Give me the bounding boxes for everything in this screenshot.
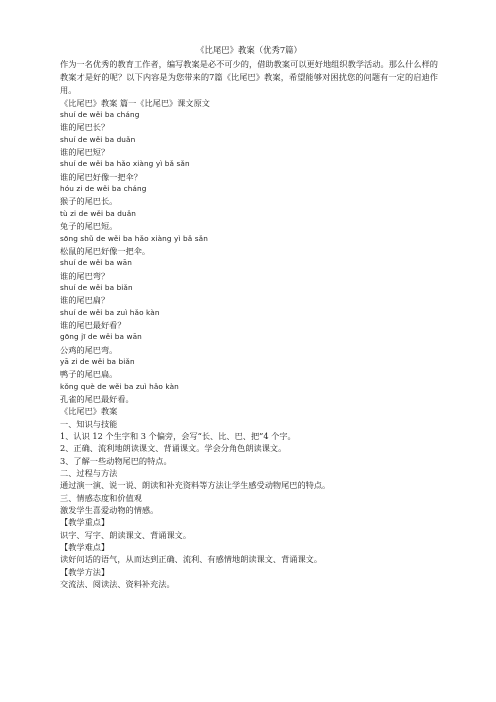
pinyin-line: hóu zi de wěi ba cháng [60, 184, 147, 194]
text-line: 【教学方法】 [60, 566, 110, 577]
text-line: 公鸡的尾巴弯。 [60, 344, 118, 355]
pinyin-line: shuí de wěi ba zuì hǎo kàn [60, 307, 160, 317]
text-line: 1、认识 12 个生字和 3 个偏旁，会写“长、比、巴、把”4 个字。 [60, 431, 296, 441]
text-line: 鸭子的尾巴扁。 [60, 369, 118, 380]
text-line: 谁的尾巴弯？ [60, 270, 110, 281]
text-line: 【教学难点】 [60, 542, 110, 553]
pinyin-line: shuí de wěi ba wān [60, 258, 132, 268]
pinyin-line: sōng shǔ de wěi ba hǎo xiàng yì bǎ sǎn [60, 233, 208, 243]
text-line: 二、过程与方法 [60, 468, 118, 479]
text-line: 松鼠的尾巴好像一把伞。 [60, 245, 151, 256]
pinyin-line: yā zi de wěi ba biǎn [60, 356, 135, 366]
text-line: 谁的尾巴短？ [60, 147, 110, 158]
text-line: 交流法、阅读法、资料补充法。 [60, 579, 175, 590]
text-line: 谁的尾巴长？ [60, 122, 110, 133]
pinyin-line: gōng jī de wěi ba wān [60, 332, 142, 342]
text-line: 谁的尾巴扁？ [60, 295, 110, 306]
text-line: 读好问话的语气，从而达到正确、流利、有感情地朗读课文、背诵课文。 [60, 554, 323, 565]
text-line: 孔雀的尾巴最好看。 [60, 393, 134, 404]
text-line: 谁的尾巴最好看？ [60, 319, 126, 330]
pinyin-line: shuí de wěi ba duǎn [60, 134, 136, 144]
pinyin-line: tù zi de wěi ba duǎn [60, 208, 137, 218]
text-line: 谁的尾巴好像一把伞？ [60, 171, 142, 182]
document-title: 《比尾巴》教案（优秀7篇） [196, 45, 302, 55]
text-line: 《比尾巴》教案 [60, 406, 118, 417]
pinyin-line: shuí de wěi ba cháng [60, 110, 140, 120]
text-line: 2、正确、流利地朗读课文、背诵课文。学会分角色朗读课文。 [60, 443, 287, 454]
text-line: 通过演一演、说一说、朗读和补充资料等方法让学生感受动物尾巴的特点。 [60, 480, 331, 491]
pinyin-line: shuí de wěi ba biǎn [60, 282, 133, 292]
body-lines [60, 97, 438, 591]
intro-paragraph: 作为一名优秀的教育工作者，编写教案是必不可少的，借助教案可以更好地组织教学活动。那么什么样的教案才是好的呢？以下内容是为您带来的7篇《比尾巴》教案，希望能够对困扰您的问题有一定的启迪作用。 [60, 59, 438, 95]
text-line: 3、了解一些动物尾巴的特点。 [60, 455, 172, 466]
document-page [60, 44, 438, 590]
text-line: 《比尾巴》教案 篇一《比尾巴》课文原文 [60, 97, 210, 108]
text-line: 三、情感态度和价值观 [60, 492, 142, 503]
text-line: 一、知识与技能 [60, 418, 118, 429]
text-line: 【教学重点】 [60, 517, 110, 528]
pinyin-line: shuí de wěi ba hǎo xiàng yì bǎ sǎn [60, 159, 190, 169]
text-line: 猴子的尾巴长。 [60, 196, 118, 207]
text-line: 兔子的尾巴短。 [60, 221, 118, 232]
pinyin-line: kǒng què de wěi ba zuì hǎo kàn [60, 381, 179, 391]
text-line: 识字、写字、朗读课文、背诵课文。 [60, 529, 192, 540]
text-line: 激发学生喜爱动物的情感。 [60, 505, 159, 516]
